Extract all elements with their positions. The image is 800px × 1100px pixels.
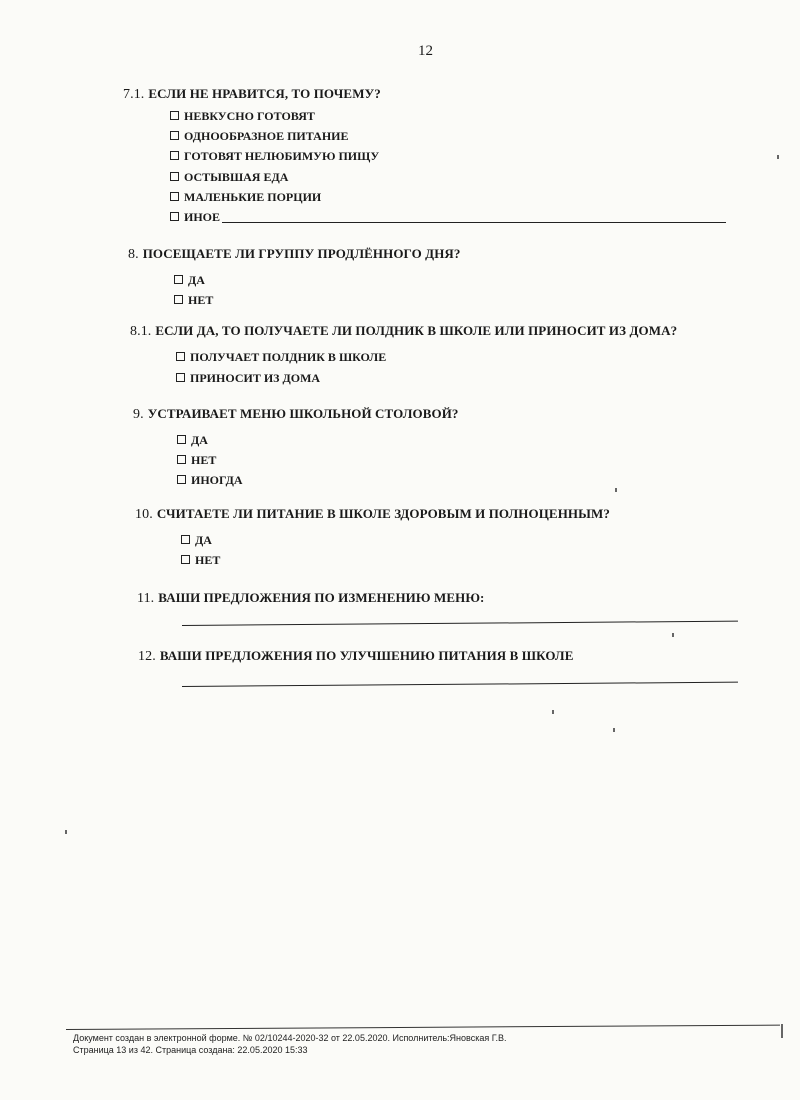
scan-speck [672, 633, 674, 637]
option-checkbox[interactable] [177, 473, 243, 488]
page-number: 12 [418, 43, 433, 59]
checkbox-icon[interactable] [170, 151, 179, 160]
checkbox-icon[interactable] [174, 295, 183, 304]
option-checkbox[interactable] [176, 350, 386, 365]
option-label: НЕТ [191, 453, 217, 467]
question-text: ЕСЛИ ДА, ТО ПОЛУЧАЕТЕ ЛИ ПОЛДНИК В ШКОЛЕ ИЛИ ПРИНОСИТ ИЗ ДОМА? [155, 323, 678, 338]
option-label: НЕТ [188, 293, 214, 307]
question-number: 9. [133, 407, 144, 422]
question-11 [137, 590, 485, 607]
checkbox-icon[interactable] [170, 192, 179, 201]
option-label: ДА [188, 273, 205, 287]
option-label: МАЛЕНЬКИЕ ПОРЦИИ [184, 190, 322, 204]
checkbox-icon[interactable] [170, 131, 179, 140]
option-label: ОДНООБРАЗНОЕ ПИТАНИЕ [184, 129, 349, 143]
question-12 [138, 648, 573, 665]
footer-divider [66, 1025, 780, 1030]
question-8-1 [130, 323, 677, 340]
scan-speck [613, 728, 615, 732]
answer-line-11[interactable] [182, 621, 738, 626]
question-number: 12. [138, 649, 156, 664]
scan-speck [615, 488, 617, 492]
option-label: ИНОГДА [191, 473, 243, 487]
option-label: ГОТОВЯТ НЕЛЮБИМУЮ ПИЩУ [184, 149, 380, 163]
question-text: ПОСЕЩАЕТЕ ЛИ ГРУППУ ПРОДЛЁННОГО ДНЯ? [142, 246, 461, 261]
question-text: СЧИТАЕТЕ ЛИ ПИТАНИЕ В ШКОЛЕ ЗДОРОВЫМ И ПОЛНОЦЕННЫМ? [156, 506, 610, 521]
option-label: ПРИНОСИТ ИЗ ДОМА [190, 371, 321, 385]
option-checkbox[interactable] [170, 129, 349, 144]
answer-line-12[interactable] [182, 682, 738, 687]
option-label: НЕВКУСНО ГОТОВЯТ [184, 109, 315, 123]
question-text: УСТРАИВАЕТ МЕНЮ ШКОЛЬНОЙ СТОЛОВОЙ? [147, 406, 459, 421]
option-checkbox[interactable] [170, 190, 321, 205]
scan-speck [552, 710, 554, 714]
question-text: ВАШИ ПРЕДЛОЖЕНИЯ ПО УЛУЧШЕНИЮ ПИТАНИЯ В ШКОЛЕ [159, 648, 574, 663]
question-text: ЕСЛИ НЕ НРАВИТСЯ, ТО ПОЧЕМУ? [148, 86, 381, 101]
option-checkbox[interactable] [170, 170, 288, 185]
checkbox-icon[interactable] [170, 212, 179, 221]
option-label: ИНОЕ [184, 210, 221, 224]
option-checkbox[interactable] [170, 109, 315, 124]
question-number: 8. [128, 247, 139, 262]
option-checkbox[interactable] [176, 371, 320, 386]
question-9 [133, 406, 459, 423]
option-label: НЕТ [195, 553, 221, 567]
scan-speck [781, 1024, 783, 1038]
option-checkbox[interactable] [181, 533, 212, 548]
option-checkbox[interactable] [181, 553, 220, 568]
question-number: 10. [135, 507, 153, 522]
checkbox-icon[interactable] [170, 111, 179, 120]
option-checkbox[interactable] [177, 453, 216, 468]
question-number: 11. [137, 591, 155, 606]
checkbox-icon[interactable] [170, 172, 179, 181]
question-number: 8.1. [130, 324, 152, 339]
question-text: ВАШИ ПРЕДЛОЖЕНИЯ ПО ИЗМЕНЕНИЮ МЕНЮ: [158, 590, 485, 605]
option-checkbox[interactable] [174, 293, 213, 308]
option-checkbox[interactable] [170, 210, 220, 225]
option-checkbox[interactable] [170, 149, 379, 164]
question-7-1 [123, 86, 381, 103]
scan-speck [65, 830, 67, 834]
option-checkbox[interactable] [177, 433, 208, 448]
question-10 [135, 506, 610, 523]
option-label: ПОЛУЧАЕТ ПОЛДНИК В ШКОЛЕ [190, 350, 387, 364]
checkbox-icon[interactable] [177, 435, 186, 444]
checkbox-icon[interactable] [177, 455, 186, 464]
option-label: ДА [195, 533, 212, 547]
option-label: ОСТЫВШАЯ ЕДА [184, 170, 289, 184]
option-label: ДА [191, 433, 208, 447]
other-answer-line[interactable] [222, 222, 726, 223]
option-checkbox[interactable] [174, 273, 205, 288]
checkbox-icon[interactable] [181, 535, 190, 544]
checkbox-icon[interactable] [174, 275, 183, 284]
footer-line-2: Страница 13 из 42. Страница создана: 22.05.2020 15:33 [73, 1045, 308, 1055]
checkbox-icon[interactable] [177, 475, 186, 484]
question-number: 7.1. [123, 87, 145, 102]
scan-speck [777, 155, 779, 159]
footer-line-1: Документ создан в электронной форме. № 02/10244-2020-32 от 22.05.2020. Исполнитель:Яновская Г.В. [73, 1033, 507, 1043]
question-8 [128, 246, 461, 263]
checkbox-icon[interactable] [181, 555, 190, 564]
checkbox-icon[interactable] [176, 373, 185, 382]
checkbox-icon[interactable] [176, 352, 185, 361]
